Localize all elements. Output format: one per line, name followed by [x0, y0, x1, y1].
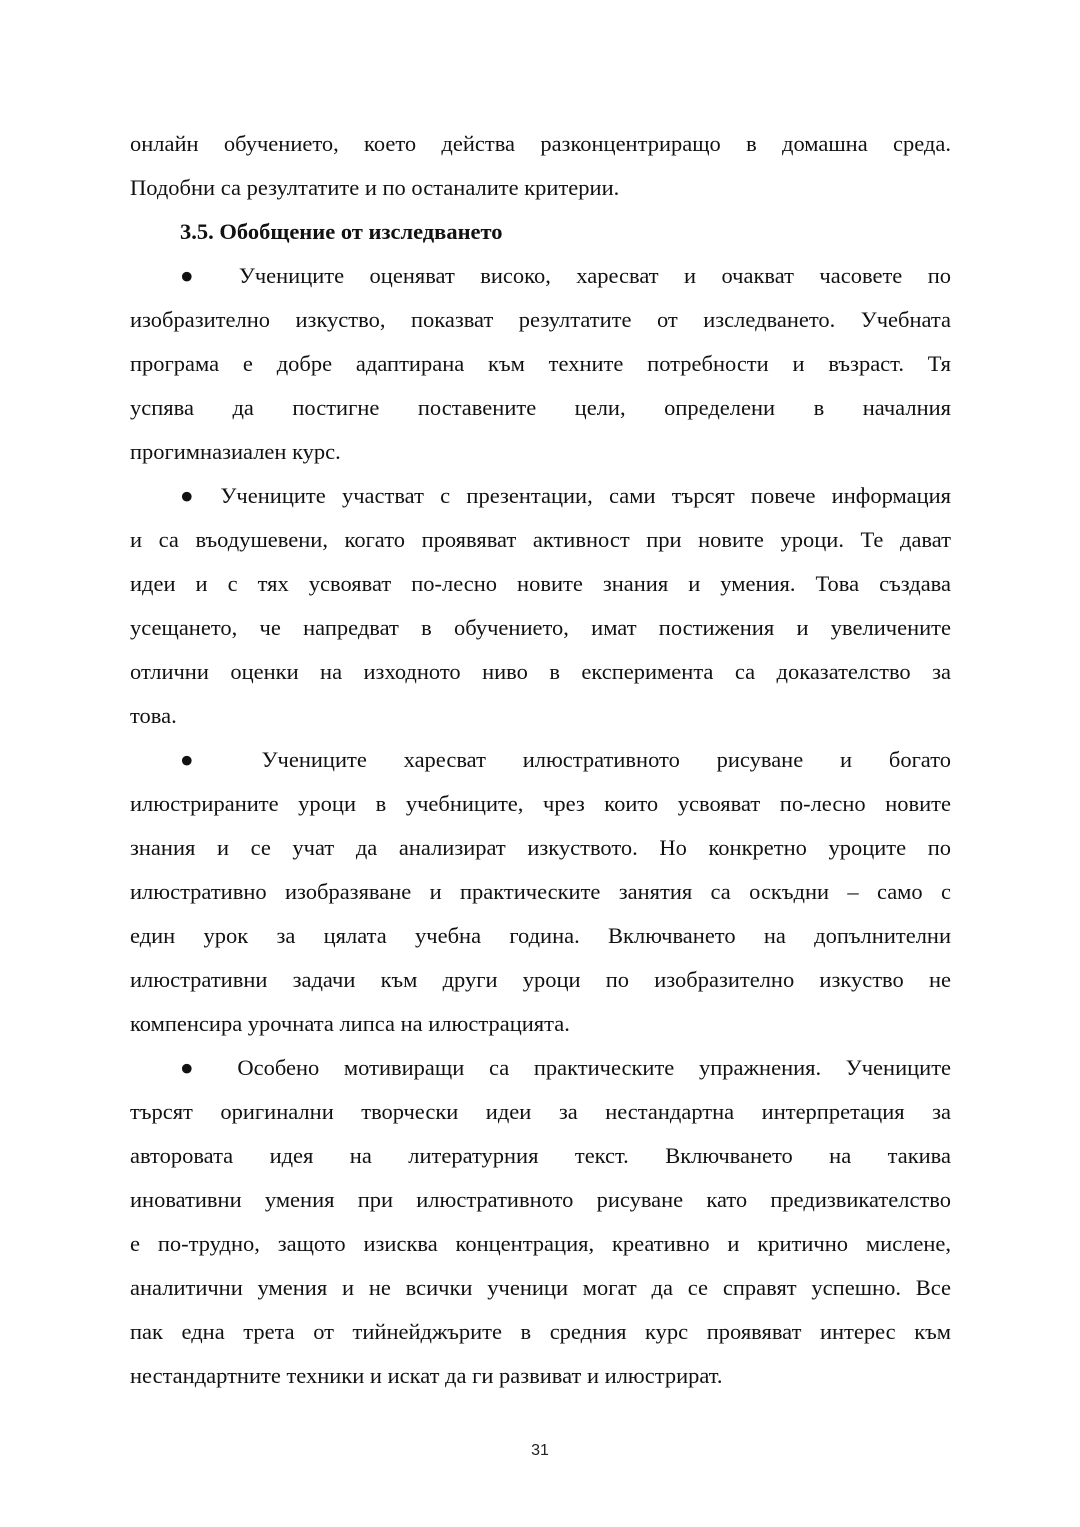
paragraph-line: усещането, че напредват в обучението, имат постижения и увеличените: [130, 615, 951, 640]
bullet-icon: ●: [180, 747, 225, 772]
paragraph-line: [130, 738, 951, 782]
paragraph-line: изобразително изкуство, показват резултатите от изследването. Учебната: [130, 307, 951, 332]
paragraph-line: иновативни умения при илюстративното рисуване като предизвикателство: [130, 1187, 951, 1212]
paragraph-line: пак една трета от тийнейджърите в средния курс проявяват интерес към: [130, 1319, 951, 1344]
bullet-paragraph-2: [130, 474, 951, 738]
paragraph-line: аналитични умения и не всички ученици могат да се справят успешно. Все: [130, 1275, 951, 1300]
bullet-text: Учениците участват с презентации, сами търсят повече информация: [220, 483, 952, 508]
paragraph-line: идеи и с тях усвояват по-лесно новите знания и умения. Това създава: [130, 571, 951, 596]
paragraph-line: компенсира урочната липса на илюстрацията.: [130, 1011, 570, 1036]
paragraph-line: търсят оригинални творчески идеи за нестандартна интерпретация за: [130, 1099, 951, 1124]
paragraph-line: знания и се учат да анализират изкуството. Но конкретно уроците по: [130, 835, 951, 860]
paragraph-line: илюстративни задачи към други уроци по изобразително изкуство не: [130, 967, 951, 992]
paragraph-line: отлични оценки на изходното ниво в експеримента са доказателство за: [130, 659, 951, 684]
bullet-icon: ●: [180, 483, 205, 508]
page-number: 31: [531, 1442, 549, 1459]
paragraph-line: това.: [130, 703, 177, 728]
bullet-text: Учениците харесват илюстративното рисуване и богато: [261, 747, 951, 772]
paragraph-line: успява да постигне поставените цели, определени в началния: [130, 395, 951, 420]
paragraph-line: един урок за цялата учебна година. Включването на допълнителни: [130, 923, 951, 948]
section-heading: 3.5. Обобщение от изследването: [180, 219, 503, 244]
bullet-paragraph-1: [130, 254, 951, 474]
intro-paragraph: [130, 122, 951, 210]
paragraph-line: [130, 474, 951, 518]
paragraph-line: онлайн обучението, което действа разконцентриращо в домашна среда.: [130, 131, 951, 156]
paragraph-line: илюстрираните уроци в учебниците, чрез които усвояват по-лесно новите: [130, 791, 951, 816]
paragraph-line: е по-трудно, защото изисква концентрация, креативно и критично мислене,: [130, 1231, 951, 1256]
paragraph-line: [130, 1046, 951, 1090]
paragraph-line: програма е добре адаптирана към техните потребности и възраст. Тя: [130, 351, 951, 376]
bullet-paragraph-3: [130, 738, 951, 1046]
paragraph-line: [130, 254, 951, 298]
paragraph-line: прогимназиален курс.: [130, 439, 341, 464]
paragraph-line: нестандартните техники и искат да ги развиват и илюстрират.: [130, 1363, 723, 1388]
paragraph-line: илюстративно изобразяване и практическите занятия са оскъдни – само с: [130, 879, 951, 904]
paragraph-line: и са въодушевени, когато проявяват активност при новите уроци. Те дават: [130, 527, 951, 552]
paragraph-line: авторовата идея на литературния текст. Включването на такива: [130, 1143, 951, 1168]
paragraph-line: Подобни са резултатите и по останалите критерии.: [130, 175, 620, 200]
document-page: [130, 122, 951, 1398]
bullet-icon: ●: [180, 1055, 213, 1080]
bullet-text: Учениците оценяват високо, харесват и очакват часовете по: [238, 263, 952, 288]
bullet-paragraph-4: [130, 1046, 951, 1398]
bullet-icon: ●: [180, 263, 214, 288]
bullet-text: Особено мотивиращи са практическите упражнения. Учениците: [237, 1055, 952, 1080]
